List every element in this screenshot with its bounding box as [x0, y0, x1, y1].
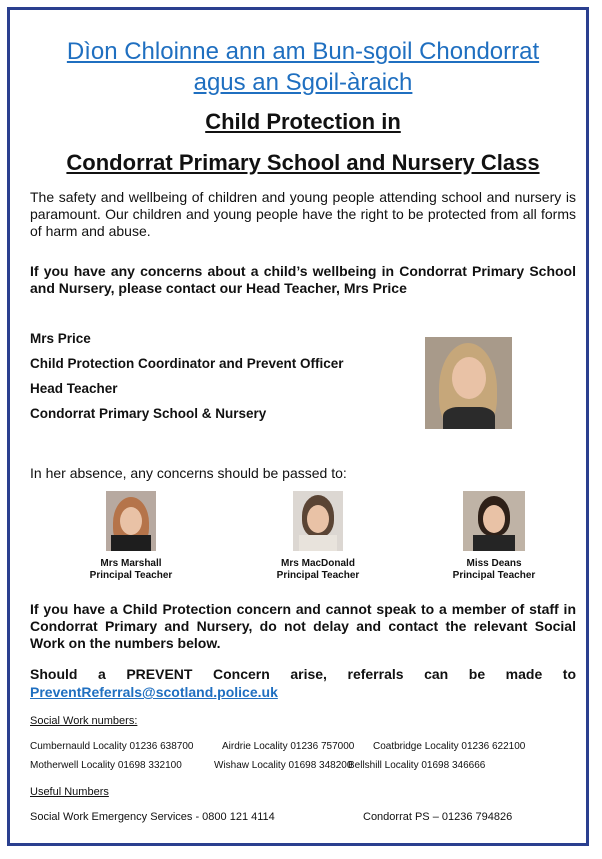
prevent-text: Should a PREVENT Concern arise, referrals can be made to	[30, 666, 576, 682]
concern-heading: If you have any concerns about a child’s wellbeing in Condorrat Primary School and Nursery, please contact our Head Teacher, Mrs Price	[30, 263, 576, 296]
staff-role: Principal Teacher	[276, 570, 360, 581]
intro-paragraph: The safety and wellbeing of children and young people attending school and nursery is paramount. Our children and young people have the right to be protected from all forms of harm and abuse.	[30, 189, 576, 239]
social-work-airdrie: Airdrie Locality 01236 757000	[222, 741, 355, 752]
social-work-cumbernauld: Cumbernauld Locality 01236 638700	[30, 741, 194, 752]
poster	[7, 7, 589, 846]
staff-photo-macdonald	[293, 491, 343, 551]
head-teacher-school: Condorrat Primary School & Nursery	[30, 406, 267, 421]
head-teacher-role: Child Protection Coordinator and Prevent Officer	[30, 356, 344, 371]
staff-photo-marshall	[106, 491, 156, 551]
useful-numbers-heading: Useful Numbers	[30, 786, 109, 798]
prevent-email-link[interactable]: PreventReferrals@scotland.police.uk	[30, 684, 278, 700]
gaelic-title-line1: Dìon Chloinne ann am Bun-sgoil Chondorrat	[66, 38, 540, 65]
staff-role: Principal Teacher	[452, 570, 536, 581]
staff-photo-deans	[463, 491, 525, 551]
english-title-line2: Condorrat Primary School and Nursery Class	[66, 150, 540, 175]
social-work-bellshill: Bellshill Locality 01698 346666	[348, 760, 486, 771]
staff-name: Miss Deans	[466, 558, 522, 569]
social-work-motherwell: Motherwell Locality 01698 332100	[30, 760, 182, 771]
gaelic-title-line2: agus an Sgoil-àraich	[193, 69, 413, 96]
head-teacher-photo	[425, 337, 512, 429]
emergency-services-number: Social Work Emergency Services - 0800 121 4114	[30, 811, 275, 823]
staff-card-macdonald	[258, 558, 378, 582]
head-teacher-title: Head Teacher	[30, 381, 118, 396]
staff-role: Principal Teacher	[89, 570, 173, 581]
school-phone-number: Condorrat PS – 01236 794826	[363, 811, 513, 823]
english-title-line1: Child Protection in	[205, 109, 401, 134]
head-teacher-name: Mrs Price	[30, 331, 91, 346]
social-work-heading: Social Work numbers:	[30, 715, 138, 727]
absence-text: In her absence, any concerns should be passed to:	[30, 465, 347, 481]
staff-card-deans	[434, 558, 554, 582]
prevent-email-line	[30, 684, 576, 701]
staff-name: Mrs Marshall	[100, 558, 162, 569]
social-work-wishaw: Wishaw Locality 01698 348200	[214, 760, 353, 771]
staff-name: Mrs MacDonald	[281, 558, 355, 569]
cp-concern-paragraph: If you have a Child Protection concern and cannot speak to a member of staff in Condorrat Primary and Nursery, do not delay and contact the relevant Social Work on the numbers below.	[30, 601, 576, 651]
social-work-coatbridge: Coatbridge Locality 01236 622100	[373, 741, 526, 752]
staff-card-marshall	[71, 558, 191, 582]
